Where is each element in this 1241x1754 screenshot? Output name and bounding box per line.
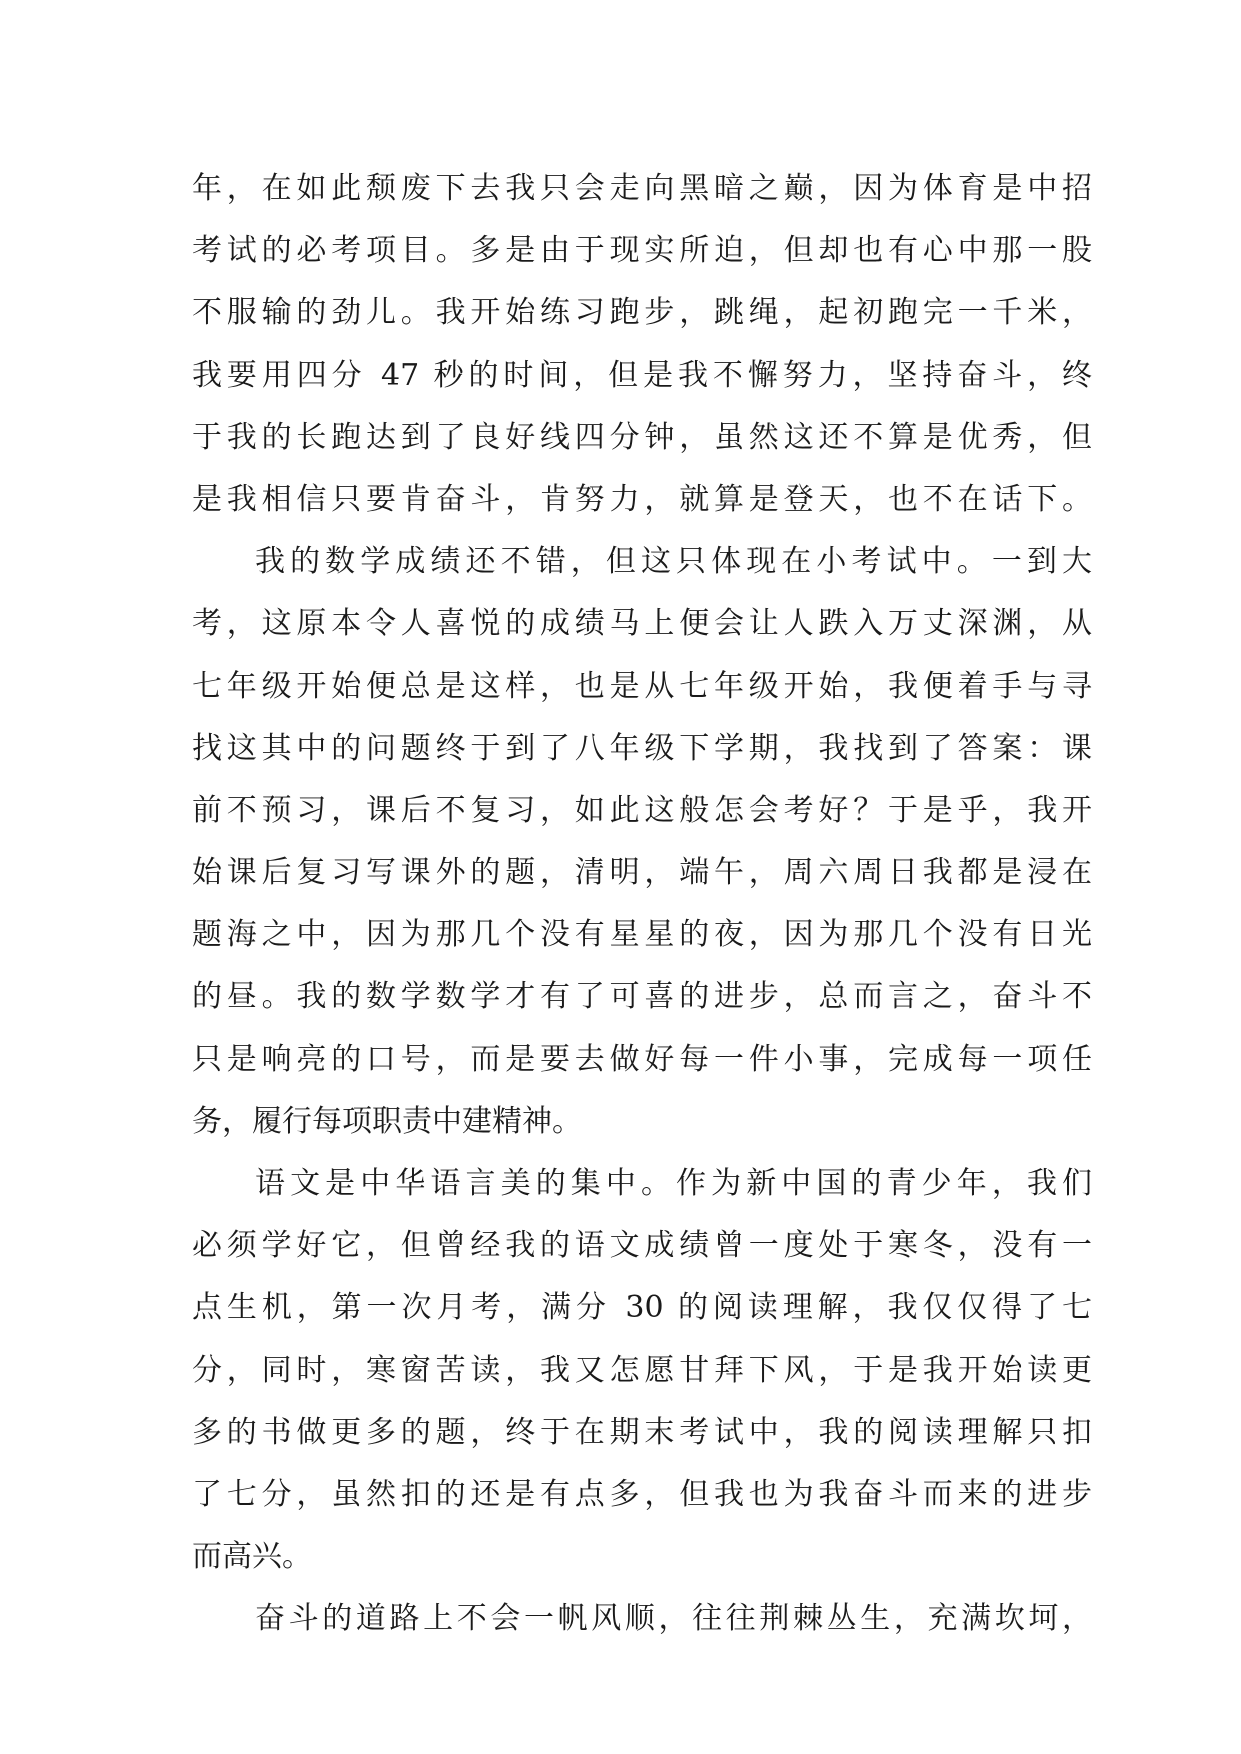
paragraph-2-line-10: 务，履行每项职责中建精神。 (192, 1103, 582, 1139)
paragraph-4-line-1: 奋斗的道路上不会一帆风顺，往往荆棘丛生，充满坎坷， (255, 1601, 1092, 1637)
paragraph-3-line-5: 多的书做更多的题，终于在期末考试中，我的阅读理解只扣 (192, 1414, 1092, 1450)
paragraph-1-line-4: 我要用四分 47 秒的时间，但是我不懈努力，坚持奋斗，终 (192, 357, 1092, 393)
paragraph-1-line-6: 是我相信只要肯奋斗，肯努力，就算是登天，也不在话下。 (192, 481, 1092, 517)
paragraph-2-line-3: 七年级开始便总是这样，也是从七年级开始，我便着手与寻 (192, 668, 1092, 704)
paragraph-3-line-2: 必须学好它，但曾经我的语文成绩曾一度处于寒冬，没有一 (192, 1228, 1092, 1264)
body-text (192, 158, 1092, 1651)
paragraph-3-line-7: 而高兴。 (192, 1539, 312, 1575)
paragraph-2-line-9: 只是响亮的口号，而是要去做好每一件小事，完成每一项任 (192, 1041, 1092, 1077)
paragraph-3-line-6: 了七分，虽然扣的还是有点多，但我也为我奋斗而来的进步 (192, 1476, 1092, 1512)
paragraph-2-line-4: 找这其中的问题终于到了八年级下学期，我找到了答案：课 (192, 730, 1092, 766)
paragraph-1-line-5: 于我的长跑达到了良好线四分钟，虽然这还不算是优秀，但 (192, 419, 1092, 455)
paragraph-2-line-2: 考，这原本令人喜悦的成绩马上便会让人跌入万丈深渊，从 (192, 606, 1092, 642)
paragraph-2-line-7: 题海之中，因为那几个没有星星的夜，因为那几个没有日光 (192, 917, 1092, 953)
paragraph-2-line-1: 我的数学成绩还不错，但这只体现在小考试中。一到大 (255, 544, 1092, 580)
paragraph-2-line-8: 的昼。我的数学数学才有了可喜的进步，总而言之，奋斗不 (192, 979, 1092, 1015)
paragraph-1-line-3: 不服输的劲儿。我开始练习跑步，跳绳，起初跑完一千米， (192, 295, 1092, 331)
paragraph-3-line-3: 点生机，第一次月考，满分 30 的阅读理解，我仅仅得了七 (192, 1290, 1092, 1326)
paragraph-1-line-2: 考试的必考项目。多是由于现实所迫，但却也有心中那一股 (192, 233, 1092, 269)
paragraph-2-line-6: 始课后复习写课外的题，清明，端午，周六周日我都是浸在 (192, 855, 1092, 891)
paragraph-3-line-4: 分，同时，寒窗苦读，我又怎愿甘拜下风，于是我开始读更 (192, 1352, 1092, 1388)
paragraph-3-line-1: 语文是中华语言美的集中。作为新中国的青少年，我们 (255, 1166, 1092, 1201)
paragraph-2-line-5: 前不预习，课后不复习，如此这般怎会考好？于是乎，我开 (192, 792, 1092, 828)
paragraph-1-line-1: 年，在如此颓废下去我只会走向黑暗之巅，因为体育是中招 (192, 171, 1092, 206)
